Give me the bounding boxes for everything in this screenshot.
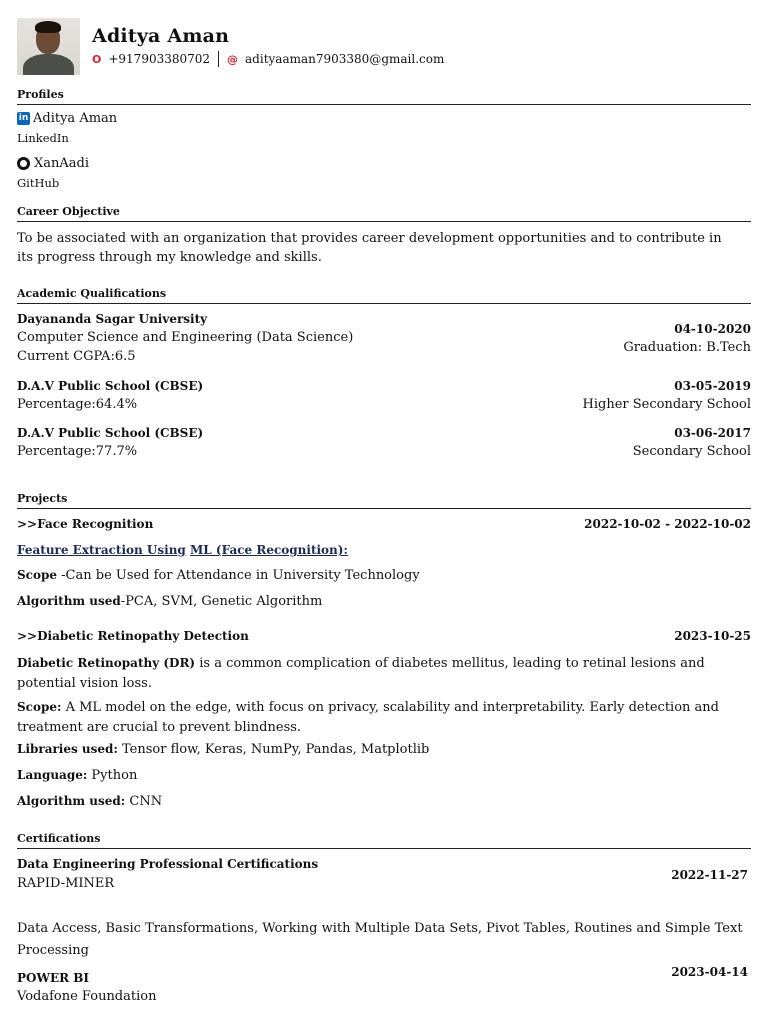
section-title-profiles: Profiles	[17, 88, 751, 105]
section-title-objective: Career Objective	[17, 205, 751, 222]
contact-line	[92, 51, 444, 67]
phone-number[interactable]: +917903380702	[108, 52, 211, 66]
profile-handle: Aditya Aman	[33, 111, 118, 126]
section-title-academics: Academic Qualifications	[17, 287, 751, 304]
desc-label: Diabetic Retinopathy (DR)	[17, 656, 196, 670]
objective-text: To be associated with an organization that provides career development opportunities and to contribute in its progress through my knowledge and skills.	[17, 231, 722, 265]
contact-divider	[218, 51, 219, 67]
project-dates: 2023-10-25	[674, 629, 751, 643]
project-dates: 2022-10-02 - 2022-10-02	[584, 517, 751, 531]
certification-date: 2023-04-14	[671, 965, 748, 979]
phone-icon: O	[92, 52, 102, 66]
project-name: >>Diabetic Retinopathy Detection	[17, 629, 249, 643]
project-scope	[17, 568, 420, 583]
project-link[interactable]: ML (Face Recognition):	[190, 543, 348, 557]
profile-handle: XanAadi	[34, 156, 89, 171]
academic-level: Higher Secondary School	[582, 397, 751, 412]
project-name: >>Face Recognition	[17, 517, 154, 531]
scope-text: -Can be Used for Attendance in University Technology	[57, 568, 420, 583]
desc-text: is a common complication of diabetes mellitus, leading to retinal lesions and potential vision loss.	[17, 656, 705, 691]
certification-name: POWER BI	[17, 971, 90, 985]
project-libraries	[17, 742, 429, 757]
scope-text: A ML model on the edge, with focus on privacy, scalability and interpretability. Early detection and treatment are crucial to prevent blindness.	[17, 700, 719, 735]
academic-date: 03-06-2017	[674, 426, 751, 440]
project-scope	[17, 697, 747, 738]
certification-description: Data Access, Basic Transformations, Working with Multiple Data Sets, Pivot Tables, Routines and Simple Text Processing	[17, 921, 743, 958]
project-description	[17, 653, 747, 694]
academic-date: 04-10-2020	[674, 322, 751, 336]
libs-label: Libraries used:	[17, 742, 118, 756]
algo-text: -PCA, SVM, Genetic Algorithm	[120, 594, 323, 609]
academic-detail: Percentage:64.4%	[17, 397, 138, 412]
academic-institution: D.A.V Public School (CBSE)	[17, 379, 204, 393]
lang-text: Python	[87, 768, 138, 783]
project-algorithm	[17, 794, 162, 809]
academic-institution: D.A.V Public School (CBSE)	[17, 426, 204, 440]
academic-level: Graduation: B.Tech	[623, 340, 751, 355]
scope-label: Scope	[17, 568, 58, 582]
avatar	[17, 18, 80, 75]
profile-network: GitHub	[17, 176, 60, 190]
profile-github[interactable]	[17, 156, 89, 171]
libs-text: Tensor flow, Keras, NumPy, Pandas, Matplotlib	[117, 742, 430, 757]
academic-date: 03-05-2019	[674, 379, 751, 393]
algo-text: CNN	[125, 794, 163, 809]
project-link-line	[17, 543, 348, 557]
lang-label: Language:	[17, 768, 88, 782]
email-address[interactable]: adityaaman7903380@gmail.com	[245, 52, 445, 66]
email-icon: @	[227, 52, 239, 66]
profile-linkedin[interactable]	[17, 111, 117, 126]
certification-name: Data Engineering Professional Certifications	[17, 857, 319, 871]
academic-detail: Computer Science and Engineering (Data Science)	[17, 330, 354, 345]
academic-detail: Current CGPA:6.5	[17, 349, 136, 364]
academic-detail: Percentage:77.7%	[17, 444, 138, 459]
certification-issuer: Vodafone Foundation	[17, 989, 157, 1004]
section-title-projects: Projects	[17, 492, 751, 509]
project-link[interactable]: Feature Extraction Using	[17, 543, 186, 557]
github-icon	[17, 157, 30, 170]
academic-level: Secondary School	[632, 444, 751, 459]
certification-issuer: RAPID-MINER	[17, 876, 115, 891]
profile-network: LinkedIn	[17, 131, 69, 145]
academic-institution: Dayananda Sagar University	[17, 312, 208, 326]
resume-page	[17, 0, 751, 1004]
candidate-name: Aditya Aman	[92, 25, 230, 47]
linkedin-icon: in	[18, 113, 29, 123]
project-language	[17, 768, 137, 783]
algo-label: Algorithm used:	[17, 794, 126, 808]
resume-header	[17, 0, 751, 80]
algo-label: Algorithm used	[17, 594, 121, 608]
section-title-certifications: Certifications	[17, 832, 751, 849]
project-algorithm	[17, 594, 322, 609]
scope-label: Scope:	[17, 700, 62, 714]
certification-date: 2022-11-27	[671, 868, 748, 882]
